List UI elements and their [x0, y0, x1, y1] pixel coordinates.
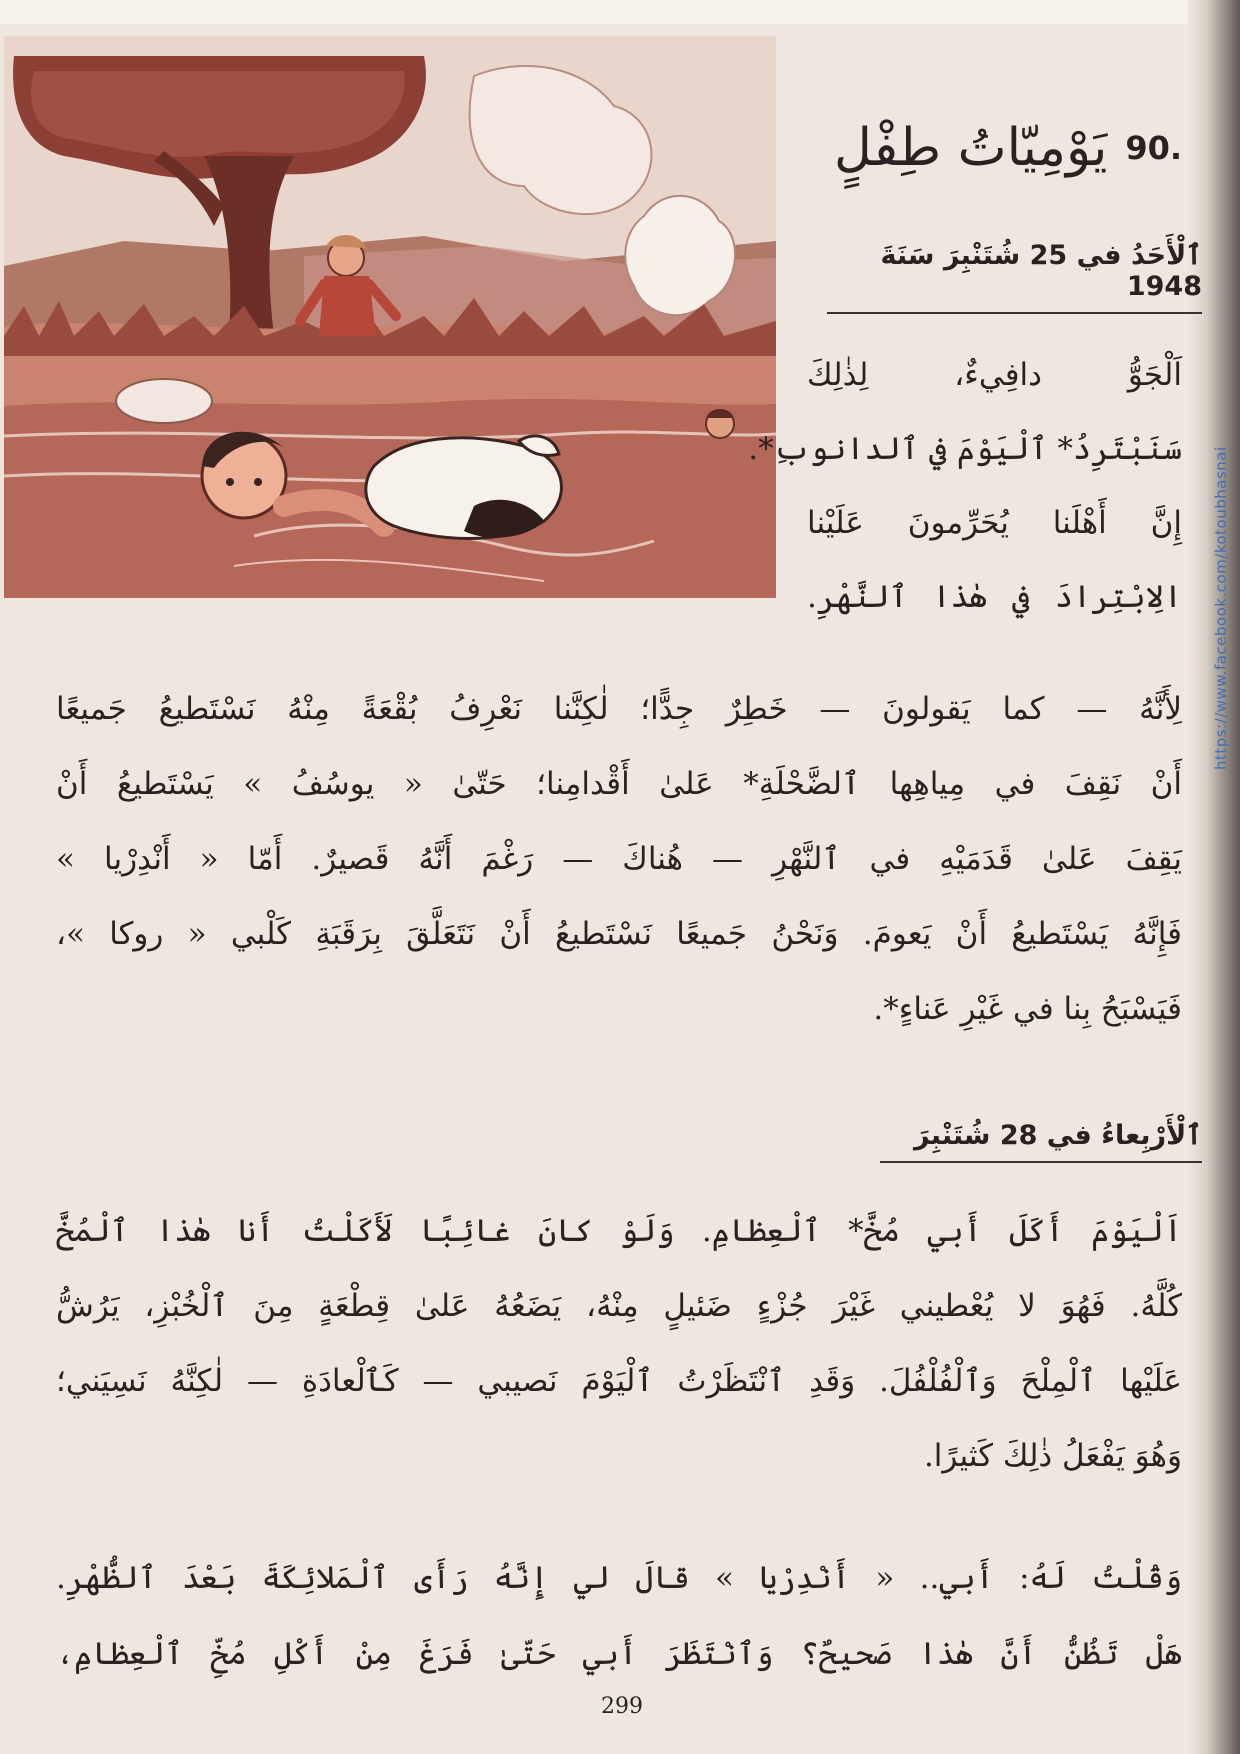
watermark-link[interactable]: https://www.facebook.com/kotoubhasnai: [1212, 446, 1230, 770]
lesson-title: يَوْمِيّاتُ طِفْلٍ: [834, 118, 1108, 178]
entry-1-paragraph: [56, 672, 1182, 1047]
text-line: هَلْ تَظُنُّ أَنَّ هٰذا صَحيحٌ؟ وَٱنْتَظَرَ أَبي حَتّىٰ فَرَغَ مِنْ أَكْلِ مُخِّ ٱلْعِظامِ،: [56, 1636, 1182, 1672]
text-line: لِأَنَّهُ — كما يَقولونَ — خَطِرٌ جِدًّا؛ لٰكِنَّنا نَعْرِفُ بُقْعَةً مِنْهُ نَسْتَطيعُ جَميعًا: [56, 691, 1182, 727]
text-line: كُلَّهُ. فَهُوَ لا يُعْطيني غَيْرَ جُزْءٍ ضَئيلٍ مِنْهُ، يَضَعُهُ عَلىٰ قِطْعَةٍ مِنَ ٱلْخُبْزِ، يَرُشُّ: [56, 1288, 1182, 1324]
text-line: فَإِنَّهُ يَسْتَطيعُ أَنْ يَعومَ. وَنَحْنُ جَميعًا نَسْتَطيعُ أَنْ نَتَعَلَّقَ بِرَقَبَةِ كَلْبي « روكا »،: [56, 916, 1182, 952]
entry-2-paragraph: [56, 1194, 1182, 1494]
entry-1-intro: [748, 338, 1182, 634]
text-line: وَهُوَ يَفْعَلُ ذٰلِكَ كَثيرًا.: [923, 1438, 1182, 1474]
entry-2-date: ٱلْأَرْبِعاءُ في 28 شُتَنْبِرَ: [880, 1120, 1202, 1163]
text-line: إِنَّ أَهْلَنا يُحَرِّمونَ عَلَيْنا: [807, 505, 1182, 541]
text-line: وَقُلْتُ لَهُ: أَبي.. « أَنْدِرْيا » قالَ لي إِنَّهُ رَأَى ٱلْمَلائِكَةَ بَعْدَ ٱلظُّهْرِ.: [56, 1560, 1182, 1596]
lesson-header: [782, 96, 1182, 200]
closing-paragraph: [56, 1540, 1182, 1692]
illustration-river-swimming: [4, 36, 776, 598]
text-line: اَلْجَوُّ دافِيءٌ، لِذٰلِكَ: [807, 357, 1182, 393]
text-line: فَيَسْبَحُ بِنا في غَيْرِ عَناءٍ*.: [873, 991, 1182, 1027]
page-number: 299: [601, 1694, 643, 1719]
lesson-number: 90.: [1125, 129, 1182, 167]
text-line: أَنْ نَقِفَ في مِياهِها ٱلضَّحْلَةِ* عَلىٰ أَقْدامِنا؛ حَتّىٰ « يوسُفُ » يَسْتَطيعُ أَنْ: [56, 766, 1182, 802]
text-line: عَلَيْها ٱلْمِلْحَ وَٱلْفُلْفُلَ. وَقَدِ ٱنْتَظَرْتُ ٱلْيَوْمَ نَصيبي — كَٱلْعادَةِ — لٰكِنَّهُ نَسِيَني؛: [56, 1363, 1182, 1399]
entry-1-date: ٱلْأَحَدُ في 25 شُتَنْبِرَ سَنَةَ 1948: [827, 240, 1202, 314]
page-top-edge: [0, 0, 1240, 24]
illustration-svg: [4, 36, 776, 598]
text-line: سَنَبْتَرِدُ* ٱلْيَوْمَ في ٱلدانوبِ*.: [748, 431, 1182, 467]
text-line: يَقِفَ عَلىٰ قَدَمَيْهِ في ٱلنَّهْرِ — هُناكَ — رَغْمَ أَنَّهُ قَصيرٌ. أَمّا « أَنْدِرْيا »: [56, 841, 1182, 877]
text-line: اَلْيَوْمَ أَكَلَ أَبي مُخَّ* ٱلْعِظامِ. وَلَوْ كانَ غائِبًا لَأَكَلْتُ أَنا هٰذا ٱلْمُخَّ: [56, 1213, 1182, 1249]
text-line: الِابْتِرادَ في هٰذا ٱلنَّهْرِ.: [807, 579, 1182, 615]
